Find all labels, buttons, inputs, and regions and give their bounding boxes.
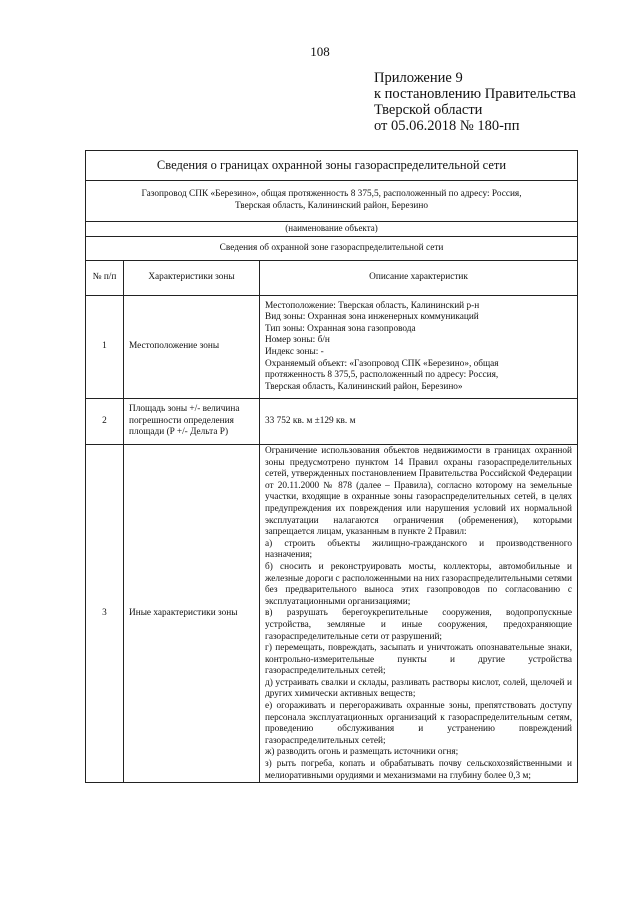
zone-info-table: [85, 150, 578, 783]
table-row: [86, 445, 578, 783]
zone-info-heading: Сведения об охранной зоне газораспределительной сети: [86, 237, 578, 261]
header-num: № п/п: [86, 261, 124, 296]
description-paragraph: Ограничение использования объектов недвижимости в границах охранной зоны предусмотрено пунктом 14 Правил охраны газораспределительных сетей, утвержденных постановлением Правительства Российской Федерации от 20.11.2000 № 878 (далее – Правила), согласно которому на земельные участки, входящие в охранные зоны газораспределительных сетей, в целях предупреждения их повреждения или нарушения условий их нормальной эксплуатации налагаются ограничения (обременения), которыми запрещается лицам, указанным в пункте 2 Правил:: [265, 446, 573, 538]
appendix-line: Тверской области: [374, 102, 483, 118]
row-description: [260, 445, 578, 783]
appendix-header: [374, 70, 576, 134]
description-line: Индекс зоны: -: [265, 347, 324, 357]
header-characteristics: Характеристики зоны: [124, 261, 260, 296]
row-num: 2: [86, 399, 124, 445]
description-line: Охраняемый объект: «Газопровод СПК «Березино», общая: [265, 358, 499, 369]
description-line: Тверская область, Калининский район, Березино»: [265, 381, 463, 392]
description-paragraph: в) разрушать берегоукрепительные сооружения, водопропускные устройства, земляные и иные сооружения, предохраняющие газораспределительные сети от разрушений;: [265, 608, 573, 642]
object-name-line: Газопровод СПК «Березино», общая протяженность 8 375,5, расположенный по адресу: Россия,: [141, 189, 522, 200]
description-paragraph: д) устраивать свалки и склады, разливать растворы кислот, солей, щелочей и других химически активных веществ;: [265, 677, 573, 700]
description-line: Номер зоны: б/н: [265, 335, 330, 346]
row-name: Площадь зоны +/- величина погрешности определения площади (P +/- Дельта P): [124, 399, 260, 445]
appendix-line: Приложение 9: [374, 70, 463, 86]
table-row: [86, 399, 578, 445]
description-line: протяженность 8 375,5, расположенный по адресу: Россия,: [265, 370, 499, 381]
description-paragraph: ж) разводить огонь и размещать источники огня;: [265, 747, 459, 758]
table-title: Сведения о границах охранной зоны газораспределительной сети: [86, 151, 578, 181]
row-name: Местоположение зоны: [124, 296, 260, 399]
description-paragraph: б) сносить и реконструировать мосты, коллекторы, автомобильные и железные дороги с расположенными на них газораспределительными сетями без предварительного выноса этих газопроводов по согласованию с эксплуатационными организациями;: [265, 561, 573, 607]
description-line: Местоположение: Тверская область, Калининский р-н: [265, 300, 480, 311]
object-name: [86, 181, 578, 222]
row-num: 1: [86, 296, 124, 399]
table-row: [86, 296, 578, 399]
object-name-line: Тверская область, Калининский район, Березино: [235, 201, 428, 211]
row-description: [260, 296, 578, 399]
page-number: 108: [310, 44, 330, 59]
description-paragraph: г) перемещать, повреждать, засыпать и уничтожать опознавательные знаки, контрольно-измерительные пункты и другие устройства газораспределительных сетей;: [265, 643, 573, 677]
description-line: Вид зоны: Охранная зона инженерных коммуникаций: [265, 312, 479, 323]
row-name: Иные характеристики зоны: [124, 445, 260, 783]
header-description: Описание характеристик: [260, 261, 578, 296]
description-line: Тип зоны: Охранная зона газопровода: [265, 323, 416, 334]
appendix-line: от 05.06.2018 № 180-пп: [374, 118, 520, 134]
object-caption: (наименование объекта): [86, 222, 578, 237]
description-paragraph: з) рыть погреба, копать и обрабатывать почву сельскохозяйственными и мелиоративными орудиями и механизмами на глубину более 0,3 м;: [265, 759, 573, 781]
row-description: 33 752 кв. м ±129 кв. м: [260, 399, 578, 445]
row-num: 3: [86, 445, 124, 783]
description-paragraph: а) строить объекты жилищно-гражданского и производственного назначения;: [265, 538, 573, 561]
description-paragraph: е) огораживать и перегораживать охранные зоны, препятствовать доступу персонала эксплуатационных организаций к газораспределительным сетям, проведению обслуживания и устранению повреждений газораспределительных сетей;: [265, 701, 573, 746]
appendix-line: к постановлению Правительства: [374, 86, 576, 102]
